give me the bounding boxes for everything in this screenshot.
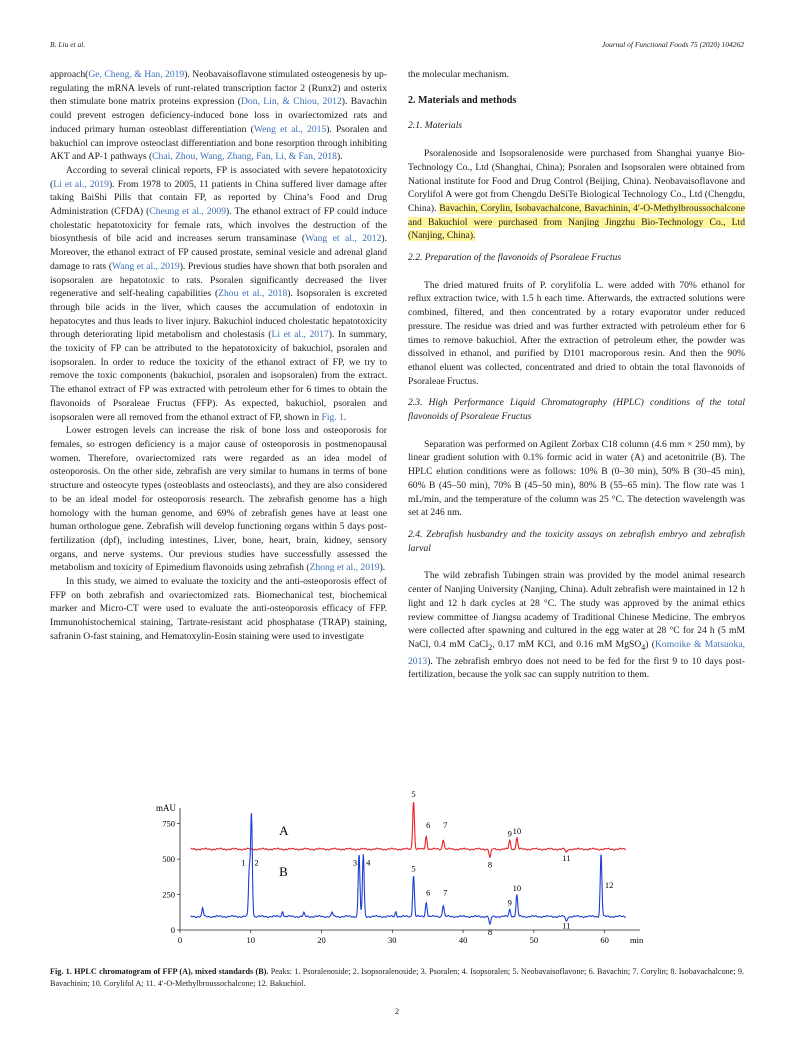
section-heading-materials-methods: 2. Materials and methods	[408, 94, 517, 106]
text: The wild zebrafish Tubingen strain was provided by the model animal research center of Nanjing University (Nanjing, China). Adult zebrafish were maintained in 12 h light and 12 h dark cycles at 28 °C. The study was approved by the animal ethics review committee of Jiangsu academy of Traditional Chinese Medicine. The embryos were collected after spawning and cultured in the egg water at 28 °C for 24 h (5 mM NaCl, 0.4 mM CaCl	[408, 570, 745, 650]
text: ) (	[645, 638, 655, 650]
subsection-heading-zebrafish: 2.4. Zebrafish husbandry and the toxicity assays on zebrafish embryo and zebrafish larval	[408, 528, 745, 554]
text: ). Isopsoralen is excreted through bile acids in the liver, which causes the accumulation of endotoxin in hepatocytes and thus leads to liver injury. Bakuchiol induced cholestatic hepatotoxicity through deteriorating lipid metabolism and cholestasis (	[50, 288, 388, 341]
trace-b-label: B	[279, 864, 288, 880]
text: Lower estrogen levels can increase the risk of bone loss and osteoporosis for females, so estrogen deficiency is a major cause of osteoporosis in postmenopausal women. Therefore, ovariectomized rats were regarded as an idea model of osteoporosis. On the other side, zebrafish are very similar to humans in terms of bone structure and osteocyte types (osteoblasts and osteoclasts), and they are also considered to be an ideal model for osteoporosis research. The zebrafish genome has a high homology with the human genome, and 69% of zebrafish genes have at least one human orthologue gene. Zebrafish will develop functioning organs within 5 days post-fertilization (dpf), including intestines, Liver, bone, heart, brain, kidney, sensory organs, and nerve systems. Our previous studies have successfully assessed the metabolism and toxicity of Epimedium flavonoids using zebrafish (	[50, 425, 387, 574]
subsection-heading-preparation: 2.2. Preparation of the flavonoids of Psoraleae Fructus	[408, 252, 622, 264]
peak-label: 9	[507, 897, 512, 908]
reference-link[interactable]: Don, Lin, & Chiou, 2012	[240, 96, 342, 108]
x-tick-label: 60	[600, 935, 609, 945]
figure-link[interactable]: Fig. 1	[321, 411, 344, 423]
text: ). From 1978 to 2005, 11 patients in China suffered liver damage after taking BaiShi Pills that contain FP, as reported by China’s Food and Drug Administration (CFDA) (	[50, 178, 387, 218]
running-header-journal: Journal of Functional Foods 75 (2020) 104262	[601, 40, 744, 49]
text: ).	[379, 562, 386, 574]
peak-label: 11	[562, 853, 571, 864]
reference-link[interactable]: Wang et al., 2012	[305, 233, 382, 245]
reference-link[interactable]: Zhou et al., 2018	[218, 288, 288, 300]
page-number: 2	[394, 1006, 400, 1016]
figure-caption	[50, 966, 744, 990]
peak-label: 12	[604, 880, 614, 891]
paragraph-estrogen	[50, 424, 387, 575]
peak-label: 10	[512, 883, 522, 894]
peak-label: 11	[562, 920, 571, 931]
chromatogram-trace-a	[191, 802, 626, 857]
peak-label: 9	[507, 828, 512, 839]
text: ). Psoralen and bakuchiol can improve osteoclast differentiation and bone resorption through inhibiting AKT and AP-1 pathways (	[50, 123, 388, 163]
x-tick-label: 20	[317, 935, 326, 945]
reference-link[interactable]: Li et al., 2017	[271, 329, 329, 341]
paragraph-preparation: The dried matured fruits of P. corylifolia L. were added with 70% ethanol for reflux extraction twice, with 1.5 h each time. Afterwards, the extracted solutions were combined, filtered, and then concentrated by a rotary evaporator under reduced pressure. The residue was dried and was further extracted with petroleum ether for 6 times to remove bakuchiol. After the extraction of petroleum ether, the powder was dissolved in ethanol, and purified by D101 macroporous resin. And then the 90% ethanol eluent was collected, concentrated and dried to obtain the total flavonoids of Psoraleae Fructus.	[408, 279, 745, 387]
peak-label: 6	[426, 887, 431, 898]
peak-label: 6	[426, 820, 431, 831]
subsection-heading-materials: 2.1. Materials	[408, 120, 463, 132]
hplc-chromatogram	[140, 788, 660, 958]
y-axis-label: mAU	[156, 803, 176, 813]
x-tick-label: 30	[388, 935, 397, 945]
reference-link[interactable]: Wang et al., 2019	[112, 260, 180, 272]
text: ). Previous studies have shown that both psoralen and isopsoralen are hepatotoxic to rats. Psoralen significantly decreased the liver regenerative and self-healing capabilities (	[50, 260, 387, 300]
peak-label: 5	[411, 788, 416, 799]
reference-link[interactable]: Zhong et al., 2019	[309, 562, 380, 574]
text: ). Moreover, the ethanol extract of FP caused prostate, seminal vesicle and adrenal gland damage to rats (	[50, 233, 387, 272]
text: .	[343, 411, 347, 423]
text: ). The zebrafish embryo does not need to be fed for the first 9 to 10 days post-fertilization, because the yolk sac can supply nutrition to them.	[408, 655, 745, 681]
text: approach(	[50, 69, 89, 80]
caption-text: Peaks: 1. Psoralenoside; 2. Isopsoralenoside; 3. Psoralen; 4. Isopsoralen; 5. Neobavaisoflavone; 6. Bavachin; 7. Corylin; 8. Isobavachalcone; 9. Bavachinin; 10. Corylifol A; 11. 4′-O-Methylbroussochalcone; 12. Bakuchiol.	[50, 967, 744, 988]
hplc-chromatogram-figure	[140, 788, 660, 958]
text: ). Neobavaisoflavone stimulated osteogenesis by up-regulating the mRNA levels of runt-related transcription factor 2 (Runx2) and osterix then stimulate bone matrix proteins expression (	[50, 69, 387, 108]
text: ). Bavachin could prevent estrogen deficiency-induced bone loss in ovariectomized rats and induced primary human osteoblast differentiation (	[50, 96, 387, 135]
text: ). In summary, the toxicity of FP can be attributed to the hepatotoxicity of bakuchiol, psoralen and isopsoralen. In order to reduce the toxicity of the ethanol extract of FP, we try to remove the toxic components (bakuchiol, psoralen and isopsoralen) from the extract. The ethanol extract of FP was extracted with petroleum ether for 6 times to obtain the flavonoids of Psoraleae Fructus (FFP). As expected, bakuchiol, psoralen and isopsoralen were all removed from the ethanol extract of FP, shown in	[50, 329, 387, 423]
reference-link[interactable]: Li et al., 2019	[53, 178, 109, 190]
peak-label: 7	[443, 820, 448, 831]
y-tick-label: 0	[170, 925, 175, 935]
peak-label: 7	[443, 887, 448, 898]
x-axis-unit: min	[630, 935, 644, 945]
subscript: 4	[641, 642, 646, 652]
paragraph-zebrafish	[408, 569, 745, 682]
trace-a-label: A	[279, 822, 289, 838]
reference-link[interactable]: Chai, Zhou, Wang, Zhang, Fan, Li, & Fan, 2018	[152, 151, 337, 163]
reference-link[interactable]: Ge, Cheng, & Han, 2019	[88, 69, 185, 80]
text: Psoralenoside and Isopsoralenoside were purchased from Shanghai yuanye Bio-Technology Co., Ltd (Shanghai, China); Psoralen and Isopsoralen were obtained from National institute for Food and Drug Control (Beijing, China). Neobavaisoflavone and Corylifol A were got from Chengdu DeSiTe Biological Technology Co., Ltd (Chengdu, China).	[408, 148, 745, 214]
y-tick-label: 500	[162, 854, 175, 865]
chromatogram-trace-b	[191, 813, 626, 924]
paragraph-hplc: Separation was performed on Agilent Zorbax C18 column (4.6 mm × 250 mm), by linear gradient solution with 0.1% formic acid in water (A) and acetonitrile (B). The HPLC elution conditions were as follows: 10% B (0–30 min), 50% B (30–45 min), 60% B (45–50 min), 70% B (45–50 min), 80% B (55–65 min). The flow rate was 1 mL/min, and the temperature of the column was 25 °C. The detection wavelength was set at 246 nm.	[408, 438, 745, 519]
peak-label: 8	[487, 927, 493, 938]
paragraph-continued: the molecular mechanism.	[408, 69, 509, 80]
paragraph-study-aim: In this study, we aimed to evaluate the toxicity and the anti-osteoporosis effect of FFP on both zebrafish and ovariectomized rats. Biomechanical test, biochemical marker and Micro-CT were used to evaluate the anti-osteoporosis efficacy of FFP. Immunohistochemical staining, Tartrate-resistant acid phosphatase (TRAP) staining, safranin O-fast staining, and Hematoxylin-Eosin staining were used to investigate	[50, 576, 387, 642]
peak-label: 4	[366, 857, 371, 868]
x-tick-label: 40	[458, 935, 468, 945]
paragraph-intro-continued	[50, 68, 387, 164]
peak-label: 1	[241, 857, 246, 868]
y-tick-label: 750	[162, 818, 175, 829]
text: According to several clinical reports, FP is associated with severe hepatotoxicity (	[50, 164, 387, 190]
peak-label: 3	[352, 857, 358, 868]
paragraph-materials	[408, 147, 745, 243]
subsection-heading-hplc: 2.3. High Performance Liquid Chromatography (HPLC) conditions of the total flavonoids of Psoraleae Fructus	[408, 397, 745, 423]
left-column	[50, 68, 387, 644]
peak-label: 8	[487, 859, 493, 870]
subscript: 2	[488, 642, 493, 652]
text: ).	[336, 151, 343, 163]
running-header-authors: B. Liu et al.	[50, 40, 86, 49]
caption-title: Fig. 1. HPLC chromatogram of FFP (A), mixed standards (B).	[50, 967, 269, 976]
reference-link[interactable]: Cheung et al., 2009	[149, 206, 227, 218]
paragraph-hepatotoxicity	[50, 164, 387, 424]
peak-label: 10	[512, 825, 522, 836]
highlighted-text: Bavachin, Corylin, Isobavachalcone, Bavachinin, 4′-O-Methylbroussochalcone and Bakuchiol were purchased from Nanjing Jingzhu Bio-Technology Co., Ltd (Nanjing, China).	[408, 202, 745, 242]
x-tick-label: 0	[177, 935, 183, 945]
text: , 0.17 mM KCl, and 0.16 mM MgSO	[492, 638, 642, 650]
text: ). The ethanol extract of FP could induce cholestatic hepatotoxicity for female rats, which involves the destruction of the biosynthesis of bile acid and increases serum transaminase (	[50, 206, 387, 245]
x-tick-label: 10	[246, 935, 256, 945]
reference-link[interactable]: Komoike & Matsuoka, 2013	[408, 638, 745, 667]
right-column	[408, 68, 745, 682]
reference-link[interactable]: Weng et al., 2015	[253, 123, 327, 135]
peak-label: 5	[411, 863, 416, 874]
y-tick-label: 250	[162, 889, 175, 900]
x-tick-label: 50	[529, 935, 539, 945]
peak-label: 2	[254, 857, 259, 868]
